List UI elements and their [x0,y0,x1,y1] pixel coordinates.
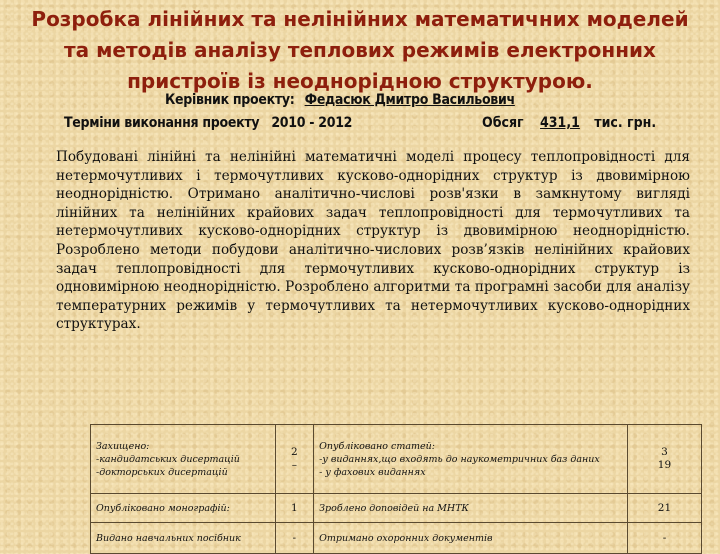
defended-candidate-label: -кандидатських дисертацій [96,453,240,465]
published-label: Опубліковано статей: [319,440,435,452]
patents-value: - [627,523,701,554]
defended-candidate-value: 2 [290,446,298,458]
title-line-3: пристроїв із неоднорідною структурою. [127,69,593,93]
title-line-2: та методів аналізу теплових режимів електронних [64,38,656,62]
volume-value: 431,1 [540,115,580,131]
monographs-label: Опубліковано монографій: [91,494,276,523]
published-scientometric-label: -у виданнях,що входять до наукометричних баз даних [319,453,600,465]
manuals-label: Видано навчальних посібник [91,523,276,554]
published-professional-value: 19 [657,459,672,471]
defended-cell [91,425,276,494]
project-leader [165,92,515,108]
reports-value: 21 [627,494,701,523]
project-terms [64,115,352,131]
published-scientometric-value: 3 [661,446,668,458]
terms-value: 2010 - 2012 [271,115,353,131]
defended-label: Захищено: [96,440,150,452]
reports-label: Зроблено доповідей на МНТК [314,494,628,523]
volume-label: Обсяг [482,115,524,131]
page-title [0,4,720,97]
published-cell [314,425,628,494]
project-volume [482,115,656,131]
manuals-value: - [275,523,314,554]
table-row [91,494,702,523]
patents-label: Отримано охоронних документів [314,523,628,554]
leader-label: Керівник проекту: [165,92,295,108]
table-row [91,523,702,554]
title-line-1: Розробка лінійних та нелінійних математичних моделей [31,7,689,31]
published-values-cell [627,425,701,494]
table-row [91,425,702,494]
defended-values-cell [275,425,314,494]
results-table [90,424,702,554]
leader-name: Федасюк Дмитро Васильович [304,92,515,108]
monographs-value: 1 [275,494,314,523]
terms-label: Терміни виконання проекту [64,115,260,131]
project-abstract: Побудовані лінійні та нелінійні математичні моделі процесу теплопровідності для нетермочутливих і термочутливих кусково-однорідних структур із двовимірною неоднорідністю. Отримано аналітично-числові розв'язки в замкнутому вигляді лінійних та нелінійних крайових задач теплопровідності для термочутливих та нетермочутливих кусково-однорідних структур із двовимірною неоднорідністю. Розроблено методи побудови аналітично-числових розв’язків нелінійних крайових задач теплопровідності для термочутливих кусково-однорідних структур із одновимірною неоднорідністю. Розроблено алгоритми та програмні засоби для аналізу температурних режимів у термочутливих та нетермочутливих кусково-однорідних структурах. [56,149,690,333]
published-professional-label: - у фахових виданнях [319,466,426,478]
defended-doctoral-value: – [291,459,297,471]
defended-doctoral-label: -докторських дисертацій [96,466,228,478]
volume-unit: тис. грн. [594,115,657,131]
